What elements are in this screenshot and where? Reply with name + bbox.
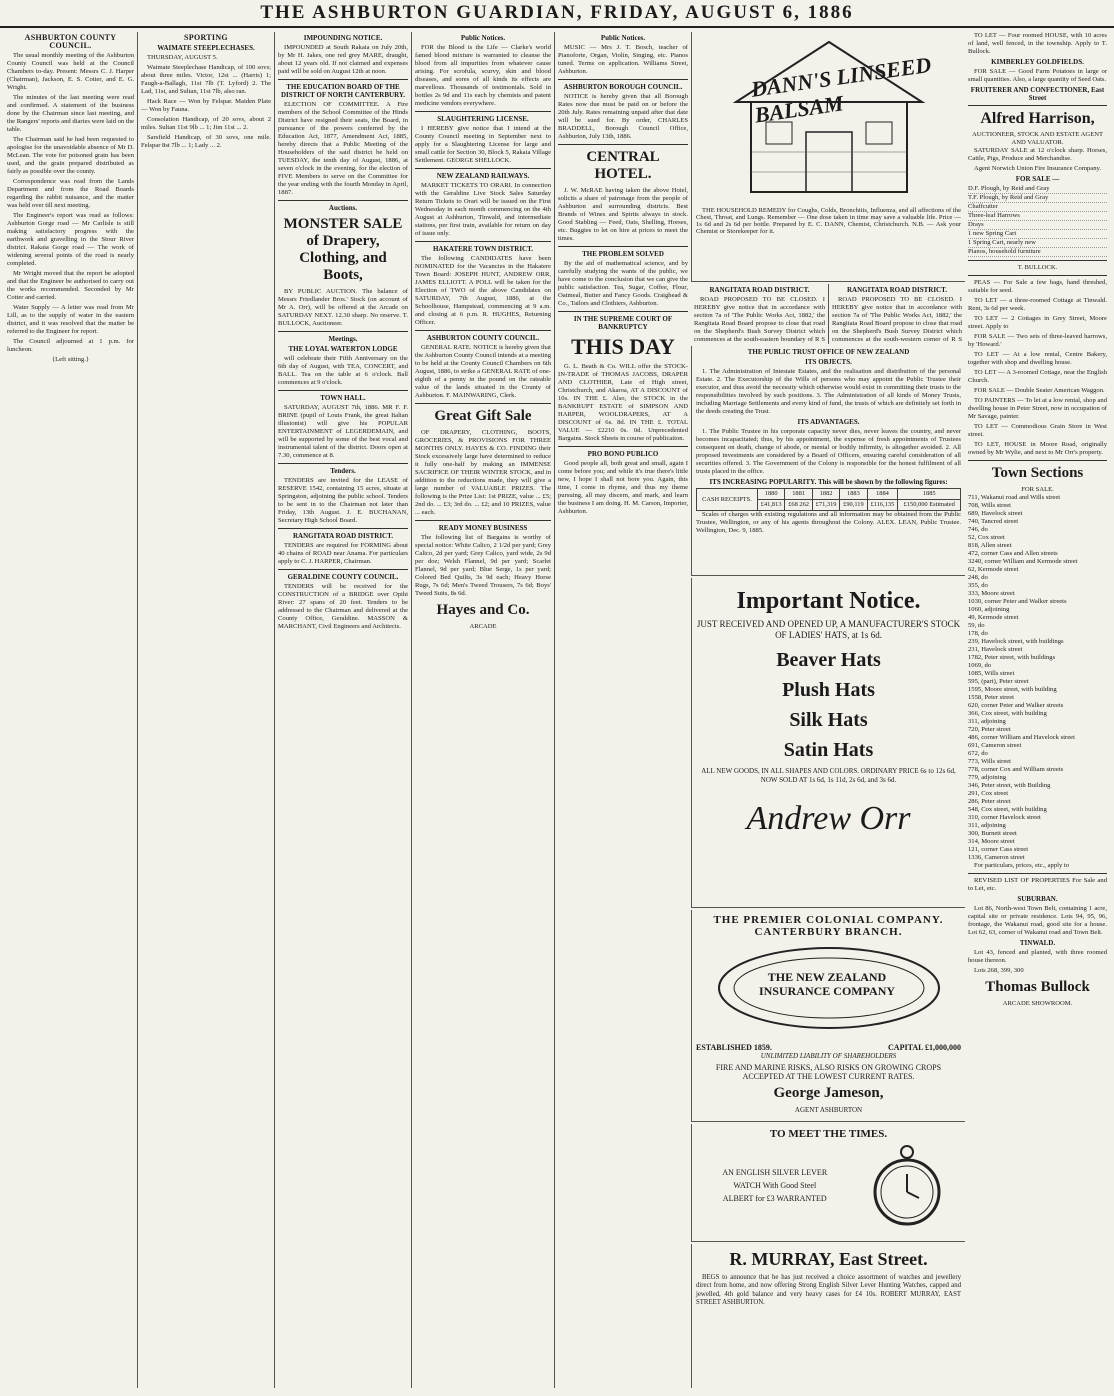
town-section-item: 1085, Wills street (968, 670, 1015, 677)
list-item: Three-leaf Harrows (968, 212, 1107, 221)
town-section-item: 62, Kermode street (968, 566, 1019, 573)
notice-title: THE LOYAL WATERTON LODGE (288, 345, 398, 353)
important-lead: JUST RECEIVED AND OPENED UP, A MANUFACTURER'S STOCK OF LADIES' HATS, at 1s 6d. (696, 619, 961, 640)
notice-text: ROAD PROPOSED TO BE CLOSED. I HEREBY give notice that in accordance with section 7a of 'The Public Works Act, 1882,' the Rangitata Road Board propose to close that road on the Shepherd's Bush Survey District which commences at the south-eastern boundary of R S (694, 296, 825, 343)
town-section-item: 773, Wills street (968, 758, 1012, 765)
notice-text: By the aid of mathematical science, and by carefully studying the wants of the public, we have come to the conclusion that we can give the public satisfaction. Tea, Sugar, Coffee, Flour, Oatmeal, Butter and Fancy Goods. Craighead & Co., Tailors and Clothiers, Ashburton. (558, 260, 688, 307)
town-sections-list (968, 494, 1107, 862)
notice-text: Good people all, both great and small, again I come before you; and while it's true there's little new, I hope I shall not bore you. Again, this time, I come in rhyme, and thus my theme pursuing, all may discern, and mark, and learn the business I am doing. H. M. Carson, Importer, Ashburton. (558, 460, 688, 515)
notice-title: NEW ZEALAND RAILWAYS. (436, 172, 530, 180)
notice-title: IMPOUNDING NOTICE. (303, 34, 383, 42)
amount-cell: £68 262 (785, 500, 812, 511)
list-item: Pianos, household furniture (968, 248, 1107, 257)
tinwald-title: TINWALD. (1019, 939, 1056, 947)
paragraph: The Chairman said he had been requested to apologise for the unavoidable absence of Mr D. McLean. The vote for poisoned grain has been used, and the grain prepared distributed as fairly as possible over the county. (7, 136, 134, 175)
town-section-item: 3240, corner William and Kermode street (968, 558, 1078, 565)
town-section-item: 311, adjoining (968, 718, 1006, 725)
town-section-item: 746, do (968, 526, 988, 533)
let-item: TO PAINTERS — To let at a low rental, shop and dwelling house in Peter Street, now in occupation of Mr Savage, painter. (968, 397, 1107, 420)
for-sale-head: FOR SALE — (1015, 175, 1060, 183)
notice-title: SLAUGHTERING LICENSE. (437, 115, 529, 123)
town-section-item: 1595, Moore street, with building (968, 686, 1057, 693)
town-section-item: 333, Moore street (968, 590, 1015, 597)
insurance-ad (691, 910, 965, 1122)
hat-item: Plush Hats (782, 679, 875, 701)
to-let: TO LET — Four roomed HOUSE, with 10 acres of land, well fenced, in the township. Apply to T. Bullock. (968, 32, 1107, 55)
hotel-title: CENTRAL HOTEL. (586, 149, 660, 182)
for-sale: FOR SALE — Good Farm Potatoes in large or small quantities. Also, a large quantity of Seed Oats. (968, 68, 1107, 83)
times-price: ALBERT for £3 WARRANTED (722, 1193, 827, 1203)
notice-text: GENERAL RATE. NOTICE is hereby given that the Ashburton County Council intends at a meeting to be held at the County Council Chambers on 6th August, 1886, to strike a GENERAL RATE of one-eighth of a penny in the pound on the rateable value of the lands situated in the County of Ashburton. F. MAINWARING, Clerk. (415, 344, 551, 399)
hayes-sub: ARCADE (469, 623, 497, 630)
year-cell: 1880 (757, 489, 784, 500)
town-section-item: 1336, Cameron street (968, 854, 1025, 861)
paragraph: THURSDAY, AUGUST 5. (147, 54, 218, 61)
hat-item: Satin Hats (783, 739, 874, 761)
masthead: THE ASHBURTON GUARDIAN, FRIDAY, AUGUST 6, 1886 (0, 0, 1114, 28)
bullock-sub: ARCADE SHOWROOM. (1002, 1000, 1073, 1007)
suburban-text: Lot 86, North-west Town Belt, containing 1 acre, capital site or private residence. Lots 94, 95, 96, frontage, the Wakanui road, good site for a house. Lot 62, 63, corner of Wakanui road and Town Belt. (968, 905, 1107, 936)
town-section-item: 691, Cameron street (968, 742, 1022, 749)
town-section-item: 366, Cox street, with building (968, 710, 1047, 717)
important-notice-ad (691, 578, 965, 908)
times-title: TO MEET THE TIMES. (769, 1128, 888, 1140)
amount-cell: £71,319 (812, 500, 839, 511)
capital: CAPITAL £1,000,000 (888, 1043, 961, 1052)
town-section-item: 720, Peter street (968, 726, 1011, 733)
list-item: Drays (968, 221, 1107, 230)
unlimited: UNLIMITED LIABILITY OF SHAREHOLDERS (760, 1052, 897, 1060)
hat-item: Silk Hats (789, 709, 868, 731)
column-road-notice-1 (691, 284, 828, 344)
town-section-item: 311, adjoining (968, 822, 1006, 829)
list-item: T.F. Plough, by Reid and Gray (968, 194, 1107, 203)
notice-title: ASHBURTON BOROUGH COUNCIL. (563, 83, 683, 91)
hat-item: Beaver Hats (776, 649, 881, 671)
notice-title: RANGITATA ROAD DISTRICT. (709, 286, 810, 294)
hayes-title: Hayes and Co. (436, 602, 530, 618)
town-sections-title: Town Sections (991, 465, 1084, 481)
paragraph: The minutes of the last meeting were read and confirmed. A statement of the business done by the Chairman since last meeting, and the Rangers' reports and diaries were laid on the table. (7, 94, 134, 133)
notice-title: THE PROBLEM SOLVED (582, 250, 664, 258)
let-item: TO LET — A 3-roomed Cottage, near the English Church. (968, 369, 1107, 384)
public-trust-ad (691, 346, 965, 576)
harrison-sub: AUCTIONEER, STOCK AND ESTATE AGENT AND VALUATOR. (971, 131, 1104, 146)
receipts-table (696, 488, 961, 511)
town-section-item: 310, corner Havelock street (968, 814, 1041, 821)
notice-title: RANGITATA ROAD DISTRICT. (846, 286, 948, 294)
paragraph: The Council adjourned at 1 p.m. for luncheon. (7, 338, 134, 353)
times-sub: AN ENGLISH SILVER LEVER WATCH With Good Steel (722, 1167, 828, 1190)
paragraph: Mr Wright moved that the report be adopted and that the Engineer be authorised to carry out the works recommended. Seconded by Mr Cotter and carried. (7, 270, 134, 301)
town-section-item: 59, do (968, 622, 985, 629)
column-public-notices (411, 32, 554, 1388)
suburban-title: SUBURBAN. (1017, 895, 1058, 903)
column-notices-2 (554, 32, 691, 1388)
paragraph: Waimate Steeplechase Handicap, of 100 sovs; about three miles. Victor, 12st ... (Harris) 1; Faugh-a-Ballagh, 11st 7lb (T. Lyford) 2. The Lad, 11st, and Sultan, 11st 7lb, also ran. (141, 64, 271, 95)
year-cell: 1883 (840, 489, 867, 500)
notice-text: SATURDAY, AUGUST 7th, 1886. MR F. F. BRINE (pupil of Louis Frank, the great Italian illusionist) will give his POPULAR ENTERTAINMENT of LEGERDEMAIN, and will be supported by some of the best vocal and instrumental talent of the district. Doors open at 7.30, commence at 8. (278, 404, 408, 459)
town-section-item: 1030, corner Peter and Walker streets (968, 598, 1067, 605)
revised-list: REVISED LIST OF PROPERTIES For Sale and to Let, etc. (968, 877, 1107, 892)
insurance-agent: Agent Norwich Union Fire Insurance Company. (974, 165, 1102, 172)
column-road-notice-2 (828, 284, 965, 344)
town-section-item: 231, Havelock street (968, 646, 1023, 653)
notice-text: ROAD PROPOSED TO BE CLOSED. I HEREBY give notice that in accordance with section 7a of 'The Public Works Act, 1882,' the Rangitata Road Board propose to close that road on the Shepherd's Bush Survey District which commences at the south-western corner of R S (832, 296, 962, 343)
amount-cell: £41,813 (757, 500, 784, 511)
trust-objects-title: ITS OBJECTS. (805, 358, 852, 366)
sporting-subtitle: WAIMATE STEEPLECHASES. (157, 44, 255, 52)
let-item: TO LET — Commodious Grain Store in West street. (968, 423, 1107, 438)
bullock-name: T. BULLOCK. (1017, 264, 1058, 271)
fire-risks: FIRE AND MARINE RISKS, ALSO RISKS ON GROWING CROPS ACCEPTED AT THE LOWEST CURRENT RATES. (715, 1063, 942, 1081)
receipts-label: CASH RECEIPTS. (697, 489, 758, 511)
amount-cell: £150,000 Estimated (898, 500, 961, 511)
agent-name: George Jameson, (773, 1085, 884, 1101)
town-section-item: 778, corner Cox and William streets (968, 766, 1064, 773)
notice-text: The following CANDIDATES have been NOMINATED for the Vacancies in the Hakatere Town Board: JOSEPH HUNT, ANDREW ORR, JAMES ELLIOTT. A POLL will be taken for the Election of TWO of the above Candidates on SATURDAY, 7th August, 1886, at the Schoolhouse, Hampstead, commencing at 9 a.m. and closing at 6 p.m. R. HUGHES, Returning Officer. (415, 255, 551, 326)
let-item: FOR SALE — Two sets of three-leaved harrows, by 'Howard.' (968, 333, 1107, 348)
town-section-item: 248, do (968, 574, 988, 581)
town-section-item: 620, corner Peter and Walker streets (968, 702, 1064, 709)
paragraph: Sarsfield Handicap, of 30 sovs, one mile. Felspar 8st 7lb ... 1; Lady ... 2. (141, 134, 271, 149)
town-section-item: 314, Moore street (968, 838, 1015, 845)
harrison-name: Alfred Harrison, (980, 110, 1095, 127)
paragraph: Hack Race — Won by Felspar. Maiden Plate — Won by Fauna. (141, 98, 271, 113)
council-title: ASHBURTON COUNTY COUNCIL. (24, 33, 117, 50)
column-council-report (4, 32, 137, 1388)
notice-title: THE EDUCATION BOARD OF THE DISTRICT OF NORTH CANTERBURY. (280, 83, 406, 99)
notice-text: MARKET TICKETS TO ORARI. In connection with the Geraldine Live Stock Sales Saturday Return Tickets to Orari will be issued on the First Wednesday in each month commencing on the 4th August at Ashburton, Tinwald, and intermediate stations, per first train, available for return on day of issue only. (415, 182, 551, 237)
let-item: TO LET — At a low rental, Centre Bakery, together with shop and dwelling house. (968, 351, 1107, 366)
fruiterer: FRUITERER AND CONFECTIONER, East Street (970, 86, 1105, 102)
column-bullock (965, 32, 1110, 1388)
balsam-ad (691, 32, 965, 282)
kimberley: KIMBERLEY GOLDFIELDS. (991, 58, 1084, 66)
trust-advantages: 1. The Public Trustee in his corporate capacity never dies, never leaves the country, and never becomes incapacitated; thus, by his appointment, the expense of fresh appointments of Trustees consequent on death, change of abode, or mental or bodily infirmity, is altogether avoided. 2. All proposed investments are considered by a Board of Officers, ensuring careful consideration of all securities offered. 3. The Government of the Colony is responsible for the honest fulfilment of all trusts placed in the office. (696, 428, 961, 475)
notice-text: ELECTION OF COMMITTEE. A Fire members of the School Committee of the Hinds District have resigned their seats, the Board, in pursuance of the powers conferred by the Education Act, 1877, Amendment Act, 1885, hereby directs that a Public Meeting of the Householders of the said district be held on TUESDAY, the tenth day of August, 1886, at seven o'clock in the evening, for the election of FIVE Members to serve on the Committee for the year ending with the fourth Monday in April, 1887. (278, 101, 408, 196)
town-section-item: 818, Allen street (968, 542, 1012, 549)
town-section-item: 49, Kermode street (968, 614, 1019, 621)
list-item: 1 Spring Cart, nearly new (968, 239, 1107, 248)
notice-title: HAKATERE TOWN DISTRICT. (432, 245, 534, 253)
balsam-text: THE HOUSEHOLD REMEDY for Coughs, Colds, Bronchitis, Influenza, and all affections of the Chest, Throat, and Lungs. Remember — One dose taken in time may save a valuable life. Price — 1s 6d and 2s 6d per bottle. Prepared by E. C. DANN, Chemist, Christchurch. N.B. — Ask your Chemist or Storekeeper for it. (696, 207, 961, 235)
town-section-item: 178, do (968, 630, 988, 637)
trust-popularity: ITS INCREASING POPULARITY. This will be shown by the following figures: (709, 478, 948, 486)
town-section-item: 1069, do (968, 662, 992, 669)
murray-ad (691, 1244, 965, 1388)
notice-text: The following list of Bargains is worthy of special notice: White Calico, 2 1/2d per yard; Grey Calico, 2d per yard; Grey Calico, yard wide, 2s 9d per doz; Welsh Flannel, 9d per yard; Scarlet Flannel, 9d per yard; Blue Serge, 1s per yard; Colored Bed Quilts, 3s 9d each; Heavy Horse Rugs, 7s 6d; Men's Tweed Trousers, 7s 6d; Boys' Tweed Suits, 8s 6d. (415, 534, 551, 597)
town-section-item: 286, Peter street (968, 798, 1011, 805)
notice-title: RANGITATA ROAD DISTRICT. (292, 532, 394, 540)
watch-ad (691, 1124, 965, 1242)
notice-title: PRO BONO PUBLICO (587, 450, 659, 458)
town-sections-sub: FOR SALE. (1021, 486, 1054, 493)
town-section-item: 1558, Peter street (968, 694, 1014, 701)
town-section-item: 472, corner Cass and Allen streets (968, 550, 1058, 557)
town-section-item: 711, Wakanui road and Wills street (968, 494, 1061, 501)
town-section-item: 1782, Peter street, with buildings (968, 654, 1056, 661)
trust-advantages-title: ITS ADVANTAGES. (797, 418, 860, 426)
important-note: ALL NEW GOODS, IN ALL SHAPES AND COLORS. ORDINARY PRICE 6s to 12s 6d, NOW SOLD AT 1s 6d, 1s 11d, 2s 6d, and 3s 6d. (701, 767, 956, 784)
town-section-item: 346, Peter street, with Building (968, 782, 1051, 789)
let-item: FOR SALE — Double Seater American Waggon. (974, 387, 1105, 394)
section-header: Tenders. (330, 467, 356, 475)
town-section-item: 779, adjoining (968, 774, 1007, 781)
list-item: 1 new Spring Cart (968, 230, 1107, 239)
murray-text: BEGS to announce that he has just received a choice assortment of watches and jewellery direct from home, and now offering Strong English Silver Lever Hunting Watches, capped and jewelled, 4th gold balance and very heavy cases for £4 10s. ROBERT MURRAY, EAST STREET ASHBURTON. (696, 1274, 961, 1307)
amount-cell: £90,119 (840, 500, 867, 511)
town-section-item: 52, Cox street (968, 534, 1005, 541)
paragraph: Water Supply — A letter was read from Mr Lill, as to the supply of water in the eastern district, and it was resolved that the matter be referred to the Engineer for report. (7, 304, 134, 335)
section-header: Public Notices. (600, 34, 646, 42)
town-section-item: 486, corner William and Havelock street (968, 734, 1075, 741)
balsam-title: DANN'S LINSEED BALSAM (749, 51, 933, 128)
notice-title: IN THE SUPREME COURT OF BANKRUPTCY (573, 315, 673, 331)
column-sporting (137, 32, 274, 1388)
notice-text: BY PUBLIC AUCTION. The balance of Messrs Friedlander Bros.' Stock (on account of Mr A. Orr), will be offered at the Arcade on SATURDAY NEXT. 12.30 sharp. No reserve. T. BULLOCK, Auctioneer. (278, 288, 408, 327)
notice-text: TENDERS will be received for the CONSTRUCTION of a BRIDGE over Opihi River: 27 spans of 20 feet. Tenders to be addressed to the Chairman and delivered at the County Office, Geraldine. MASSON & MARCHANT, Civil Engineers and Architects. (278, 583, 408, 630)
pocket-watch-icon (867, 1140, 947, 1230)
year-cell: 1881 (785, 489, 812, 500)
continued-note: {Left sitting.} (51, 356, 90, 363)
murray-title: R. MURRAY, East Street. (729, 1249, 928, 1269)
for-sale-list (968, 185, 1107, 257)
established: ESTABLISHED 1859. (696, 1043, 772, 1052)
town-section-item: 689, Havelock street (968, 510, 1023, 517)
notice-title: GERALDINE COUNTY COUNCIL. (287, 573, 399, 581)
notice-text: MUSIC — Mrs J. T. Bosch, teacher of Pianoforte, Organ, Violin, Singing, etc. Pianos tuned. Terms on application. Williams Street, Ashburton. (558, 44, 688, 75)
town-section-item: 708, Wills street (968, 502, 1012, 509)
town-section-item: 291, Cox street (968, 790, 1009, 797)
section-header: Public Notices. (460, 34, 506, 42)
bullock-big: Thomas Bullock (985, 979, 1090, 995)
notice-title: TOWN HALL. (320, 394, 366, 402)
notice-text: will celebrate their Fifth Anniversary on the 6th day of August, with TEA, CONCERT, and BALL. Tea on the table at 6 o'clock. Ball commences at 9 o'clock. (278, 355, 408, 386)
notice-text: TENDERS are required for FORMING about 40 chains of ROAD near Anama. For particulars apply to C. J. HARPER, Chairman. (278, 542, 408, 565)
notice-title: READY MONEY BUSINESS (438, 524, 528, 532)
insurance-title: THE PREMIER COLONIAL COMPANY. CANTERBURY BRANCH. (713, 914, 944, 938)
notice-text: FOR the Blood is the Life — Clarke's world famed blood mixture is warranted to cleanse the blood from all impurities from whatever cause arising. For scrofula, scurvy, skin and blood diseases, and sores of all kinds its effects are marvellous. Thousands of testimonials. Sold in bottles 2s 9d and 11s each by chemists and patent medicine vendors everywhere. (415, 44, 551, 107)
town-section-item: 121, corner Cass street (968, 846, 1029, 853)
notice-text: I HEREBY give notice that I intend at the County Council meeting in September next to apply for a Slaughtering License for large and small cattle for Section 30, Block 5, Rakaia Village Settlement. GEORGE SHELLOCK. (415, 125, 551, 164)
let-item: TO LET, HOUSE in Moore Road, originally owned by Mr Wylie, and next to Mr Orr's property. (968, 441, 1107, 456)
tinwald-lots: Lots 268, 399, 300 (974, 967, 1024, 974)
gift-sale-title: Great Gift Sale (434, 408, 532, 424)
trust-footer: Scales of charges with existing regulations and all information may be obtained from the Public Trustee, Wellington, or any of his agents throughout the Colony. ALEX. LEAN, Public Trustee. Wellington, Dec. 9, 1885. (696, 511, 961, 534)
year-cell: 1885 (898, 489, 961, 500)
notice-text: G. L. Beath & Co. WILL offer the STOCK-IN-TRADE of THOMAS JACOBS, DRAPER AND CLOTHIER, Late of High street, Christchurch, and Akaroa, AT A DISCOUNT of 10s. IN THE £. Also, the STOCK in the BANKRUPT ESTATE of SIMPSON AND HARPER, WOOLDRAPERS, AT A DISCOUNT of 6s. 8d. IN THE £. TOTAL VALUE — £2210 0s. 0d. Unprecedented Bargains. Stock Sheets in course of publication. (558, 363, 688, 442)
year-cell: 1882 (812, 489, 839, 500)
year-cell: 1884 (867, 489, 898, 500)
town-section-item: 300, Burnett street (968, 830, 1017, 837)
notice-text: NOTICE is hereby given that all Borough Rates now due must be paid on or before the 20th July. Rates remaining unpaid after that date will be sued for. By order, CHARLES BRADDELL, Borough Council Office, Ashburton, July 13th, 1886. (558, 93, 688, 140)
town-section-item: 595, (part), Peter street (968, 678, 1029, 685)
tinwald-text: Lot 43, fenced and planted, with three roomed house thereon. (968, 949, 1107, 964)
signature: Andrew Orr (746, 800, 911, 837)
town-section-item: 548, Cox street, with building (968, 806, 1047, 813)
amount-cell: £116,135 (867, 500, 898, 511)
town-section-item: 740, Tancred street (968, 518, 1019, 525)
paragraph: Correspondence was read from the Lands Department and from the Road Boards regarding the rabbit nuisance, and the matter was held over till next meeting. (7, 178, 134, 209)
town-section-item: 239, Havelock street, with buildings (968, 638, 1064, 645)
insurance-emblem-text: THE NEW ZEALAND INSURANCE COMPANY (758, 970, 896, 998)
trust-objects: 1. The Administration of Intestate Estates, and the realisation and distribution of the personal Estate. 2. The Executorship of the Wills of persons who may appoint the Public Trustee their executor, and thus avoid the necessity which otherwise would exist in committing their trusts to the responsibilities involved by such positions. 3. The Administration of all kinds of Money Trusts, including Marriage Settlements and every kind of fund, the trusts of which are definitely set forth in the deeds creating the Trust. (696, 368, 961, 415)
list-item: D.F. Plough, by Reid and Gray (968, 185, 1107, 194)
let-item: TO LET — 2 Cottages in Grey Street, Moore street. Apply to (968, 315, 1107, 330)
notice-title: ASHBURTON COUNTY COUNCIL. (426, 334, 540, 342)
section-header: Meetings. (328, 335, 358, 343)
town-section-item: 1060, adjoining (968, 606, 1010, 613)
auction-title: MONSTER SALE of Drapery, Clothing, and Boots, (283, 216, 403, 283)
column-notices (274, 32, 411, 1388)
list-item: Chaffcutter (968, 203, 1107, 212)
paragraph: The usual monthly meeting of the Ashburton County Council was held at the Council Chambers to-day. Present: Messrs C. J. Harper (Chairman), Jackson, E. S. Cotter, and E. G. Wright. (7, 52, 134, 91)
let-item: TO LET — a three-roomed Cottage at Tinwald. Rent, 3s 6d per week. (968, 297, 1107, 312)
let-item: PEAS — For Sale a few bags, hand threshed, suitable for seed. (968, 279, 1107, 294)
agent-sub: AGENT ASHBURTON (794, 1106, 863, 1114)
notice-text: TENDERS are invited for the LEASE of RESERVE 1542, containing 15 acres, situate at Springston, adjoining the public school. Tenders to be sent in to the Chairman not later than Friday, 13th August. J. E. BUCHANAN, Secretary High School Board. (278, 477, 408, 524)
saturday-sale: SATURDAY SALE at 12 o'clock sharp. Horses, Cattle, Pigs, Produce and Merchandise. (968, 147, 1107, 162)
sporting-title: SPORTING (184, 33, 228, 42)
particulars: For particulars, prices, etc., apply to (974, 862, 1070, 869)
notice-text: OF DRAPERY, CLOTHING, BOOTS, GROCERIES, & PROVISIONS FOR THREE MONTHS ONLY. HAYES & CO. FINDING their Stock excessively large have determined to reduce it fully one-half by making an IMMENSE SACRIFICE OF THEIR WINTER STOCK, and in addition to the reductions made, they will give a large number of VALUABLE PRIZES. The following is the Prize List: 1st PRIZE, value ... £5; 2nd do. ... £3; 3rd do. ... £2; and 10 PRIZES, value ... each. (415, 429, 551, 516)
notice-text: IMPOUNDED at South Rakaia on July 20th, by Mr H. Jakes, one red grey MARE, draught, about 12 years old. If not claimed and expenses paid will be sold on August 12th at noon. (278, 44, 408, 75)
section-header: Auctions. (328, 204, 358, 212)
paragraph: Consolation Handicap, of 20 sovs, about 2 miles. Sultan 11st 9lb ... 1; Jim 11st ... 2. (141, 116, 271, 131)
paragraph: The Engineer's report was read as follows: Ashburton Gorge road — Mr Carlisle is still making satisfactory progress with the earthwork and gravelling in the Stour River district. Rakaia Gorge road — The work of widening several points of the road is nearly completed. (7, 212, 134, 267)
important-title: Important Notice. (736, 588, 921, 614)
notice-text: J. W. McRAE having taken the above Hotel, solicits a share of patronage from the people of Ashburton and surrounding districts. Best Brands of Wines and Spirits always in stock. Good Stabling — Feed, Oats, Shelling, Horses, etc. Buggies to let on hire at prices to meet the times. (558, 187, 688, 242)
town-section-item: 672, do (968, 750, 988, 757)
trust-title: THE PUBLIC TRUST OFFICE OF NEW ZEALAND (747, 348, 910, 356)
this-day-title: THIS DAY (571, 334, 675, 359)
town-section-item: 355, do (968, 582, 988, 589)
